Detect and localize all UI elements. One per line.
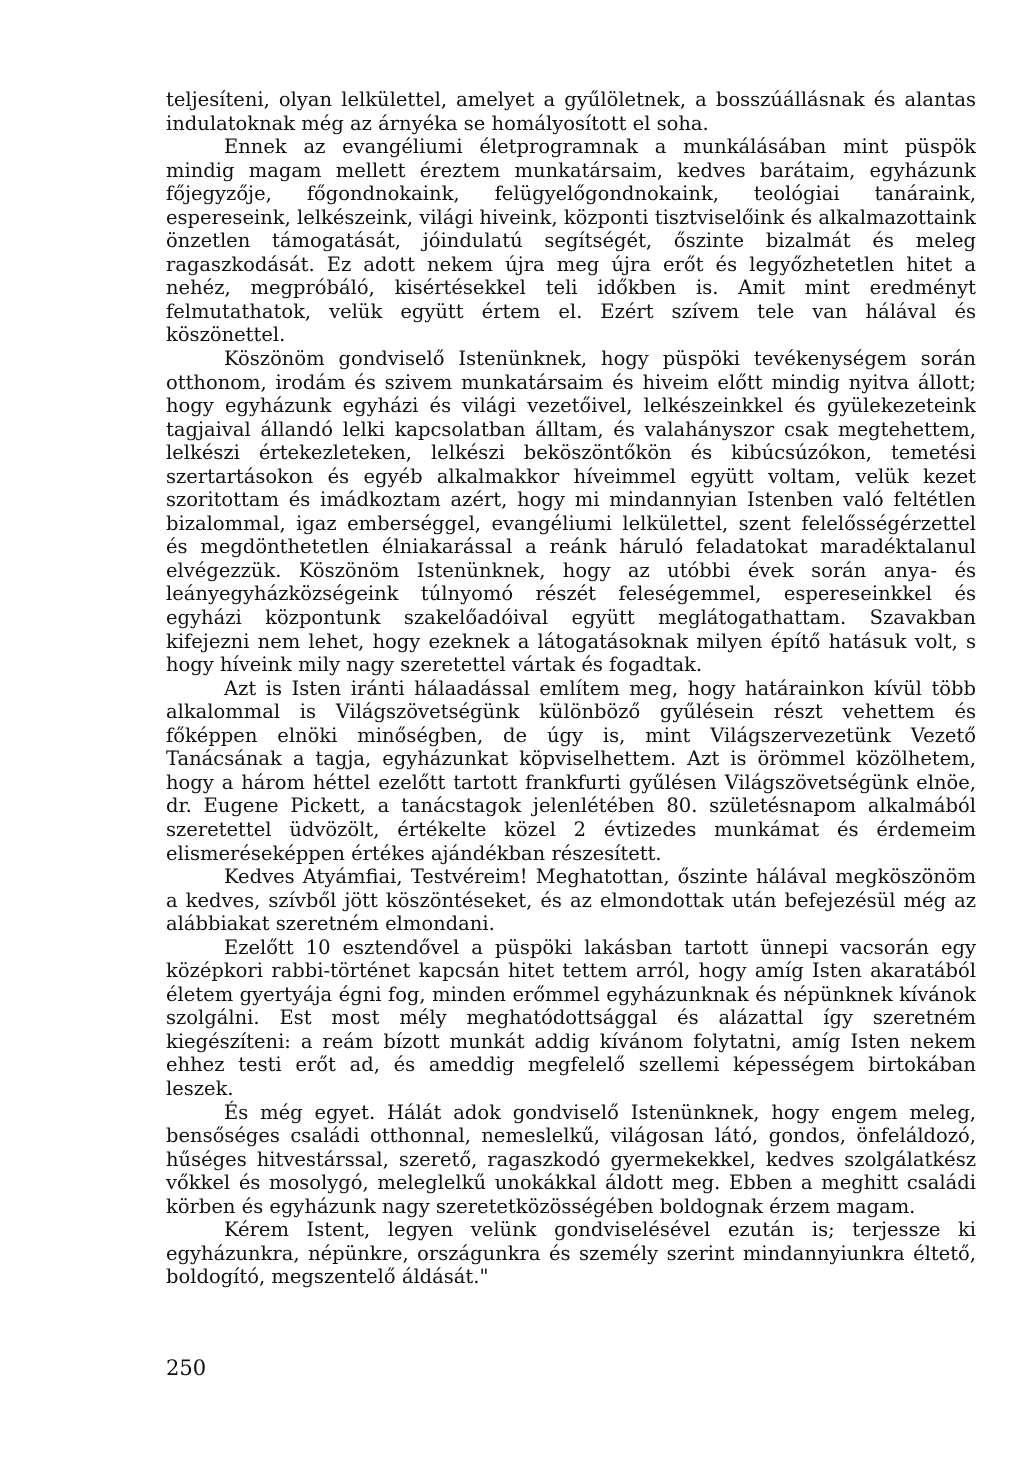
paragraph-7: És még egyet. Hálát adok gondviselő Istenünknek, hogy engem meleg, bensőséges családi otthonnal, nemeslelkű, világosan látó, gondos, önfeláldozó, hűséges hitvestárssal, szerető, ragaszkodó gyermekekkel, kedves szolgálatkész vőkkel és mosolygó, meleglelkű unokákkal áldott meg. Ebben a meghitt családi körben és egyházunk nagy szeretetközösségében boldognak érzem magam. — [166, 1100, 976, 1218]
page-number: 250 — [166, 1356, 207, 1380]
paragraph-1: teljesíteni, olyan lelkülettel, amelyet a gyűlöletnek, a bosszúállásnak és alantas indulatoknak még az árnyéka se homályosított el soha. — [166, 88, 976, 135]
paragraph-5: Kedves Atyámfiai, Testvéreim! Meghatottan, őszinte hálával megköszönöm a kedves, szívből jött köszöntéseket, és az elmondottak után befejezésül még az alábbiakat szeretném elmondani. — [166, 865, 976, 936]
paragraph-4: Azt is Isten iránti hálaadással említem meg, hogy határainkon kívül több alkalommal is Világszövetségünk különböző gyűlésein részt vehettem és főképpen elnöki minőségben, de úgy is, mint Világszervezetünk Vezető Tanácsának a tagja, egyházunkat köpviselhettem. Azt is örömmel közölhetem, hogy a három héttel ezelőtt tartott frankfurti gyűlésen Világszövetségünk elnöe, dr. Eugene Pickett, a tanácstagok jelenlétében 80. születésnapom alkalmából szeretettel üdvözölt, értékelte közel 2 évtizedes munkámat és érdemeim elismeréseképpen értékes ajándékban részesített. — [166, 676, 976, 865]
paragraph-8: Kérem Istent, legyen velünk gondviselésével ezután is; terjessze ki egyházunkra, népünkre, országunkra és személy szerint mindannyiunkra éltető, boldogító, megszentelő áldását." — [166, 1218, 976, 1289]
paragraph-6: Ezelőtt 10 esztendővel a püspöki lakásban tartott ünnepi vacsorán egy középkori rabbi-történet kapcsán hitet tettem arról, hogy amíg Isten akaratából életem gyertyája égni fog, minden erőmmel egyházunknak és népünknek kívánok szolgálni. Est most mély meghatódottsággal és alázattal így szeretném kiegészíteni: a reám bízott munkát addig kívánom folytatni, amíg Isten nekem ehhez testi erőt ad, és ameddig megfelelő szellemi képességem birtokában leszek. — [166, 935, 976, 1100]
paragraph-2: Ennek az evangéliumi életprogramnak a munkálásában mint püspök mindig magam mellett éreztem munkatársaim, kedves barátaim, egyházunk főjegyzője, főgondnokaink, felügyelőgondnokaink, teológiai tanáraink, espereseink, lelkészeink, világi hiveink, központi tisztviselőink és alkalmazottaink önzetlen támogatását, jóindulatú segítségét, őszinte bizalmát és meleg ragaszkodását. Ez adott nekem újra meg újra erőt és legyőzhetetlen hitet a nehéz, megpróbáló, kisértésekkel teli időkben is. Amit mint eredményt felmutathatok, velük együtt értem el. Ezért szívem tele van hálával és köszönettel. — [166, 135, 976, 347]
document-page-body — [166, 88, 976, 1289]
paragraph-3: Köszönöm gondviselő Istenünknek, hogy püspöki tevékenységem során otthonom, irodám és szivem munkatársaim és hiveim előtt mindig nyitva állott; hogy egyházunk egyházi és világi vezetőivel, lelkészeinkkel és gyülekezeteink tagjaival állandó lelki kapcsolatban álltam, és valahányszor csak megtehettem, lelkészi értekezleteken, lelkészi beköszöntőkön és kibúcsúzókon, temetési szertartásokon és egyéb alkalmakkor híveimmel együtt voltam, velük kezet szoritottam és imádkoztam azért, hogy mi mindannyian Istenben való feltétlen bizalommal, igaz emberséggel, evangéliumi lelkülettel, szent felelősségérzettel és megdönthetetlen élniakarással a reánk háruló feladatokat maradéktalanul elvégezzük. Köszönöm Istenünknek, hogy az utóbbi évek során anya- és leányegyházközségeink túlnyomó részét feleségemmel, espereseinkkel és egyházi központunk szakelőadóival együtt meglátogathattam. Szavakban kifejezni nem lehet, hogy ezeknek a látogatásoknak milyen építő hatásuk volt, s hogy híveink mily nagy szeretettel vártak és fogadtak. — [166, 347, 976, 677]
